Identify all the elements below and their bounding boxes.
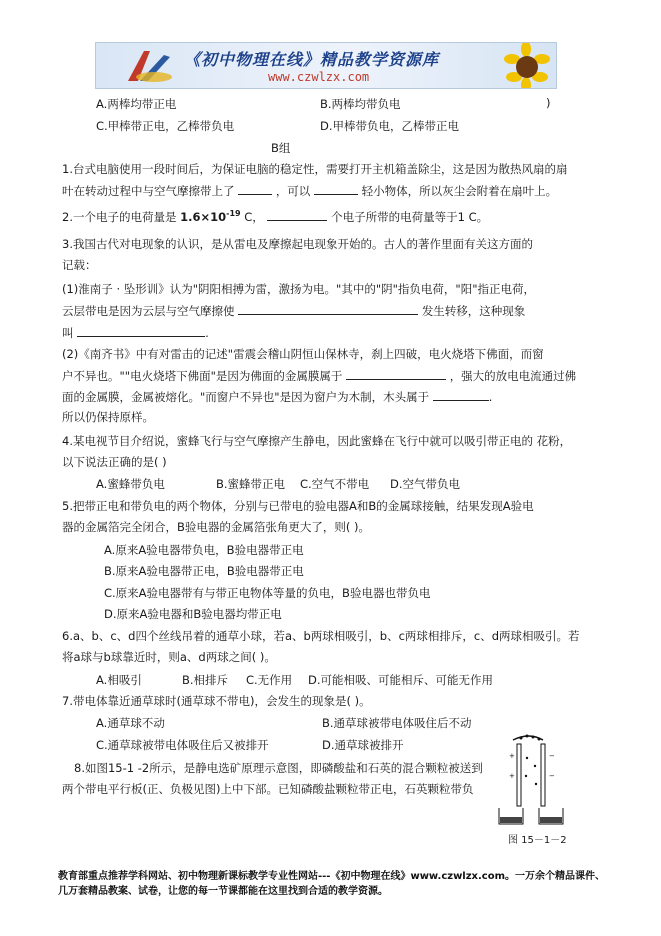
- answer-blank: [238, 182, 272, 195]
- q5-option-b: B.原来A验电器带正电，B验电器带正电: [104, 564, 304, 578]
- answer-blank: [433, 388, 489, 401]
- prev-paren: ): [546, 96, 551, 110]
- figure-caption: 图 15－1－2: [508, 835, 567, 846]
- q2-charge: 1.6×10: [180, 210, 227, 224]
- q3-p1-line1: (1)淮南子 · 坠形训》认为"阴阳相搏为雷，激扬为电。"其中的"阴"指负电荷，"阳"指正电荷，: [62, 282, 535, 296]
- q3-p1-text-c: 叫: [62, 326, 74, 340]
- q3-p2-text-b: ，强大的放电电流通过佛: [449, 369, 577, 383]
- q3-p2-text-a: 户不异也。""电火烧塔下佛面"是因为佛面的金属膜属于: [62, 369, 343, 383]
- q2-exponent: -19: [226, 209, 241, 219]
- q6-option-c: C.无作用: [246, 673, 293, 687]
- electrostatic-separator-diagram: [495, 728, 575, 828]
- q1-line1: 1.台式电脑使用一段时间后，为保证电脑的稳定性，需要打开主机箱盖除尘，这是因为散热风扇的扇: [62, 162, 568, 176]
- banner-title: 《初中物理在线》精品教学资源库: [184, 50, 440, 69]
- q3-p2-line2: [62, 367, 576, 384]
- q4-option-b: B.蜜蜂带正电: [216, 477, 286, 491]
- q2-text-a: 2.一个电子的电荷量是: [62, 210, 177, 224]
- answer-blank: [346, 367, 446, 380]
- prev-option-d: D.甲棒带负电，乙棒带正电: [320, 119, 460, 133]
- q5-line2: 器的金属箔完全闭合，B验电器的金属箔张角更大了，则( )。: [62, 520, 371, 534]
- q3-p1-text-a: 云层带电是因为云层与空气摩擦使: [62, 304, 235, 318]
- q1-line2: [62, 182, 557, 199]
- q3-p2-line4: 所以仍保持原样。: [62, 410, 154, 424]
- footer-line2: 几万套精品教案、试卷，让您的每一节课都能在这里找到合适的教学资源。: [58, 886, 388, 897]
- q3-line2: 记载：: [62, 258, 97, 272]
- sunflower-icon: [492, 43, 550, 88]
- q2-text-b: C，: [244, 210, 264, 224]
- q8-line1: 8.如图15-1 -2所示，是静电选矿原理示意图，即磷酸盐和石英的混合颗粒被送到: [74, 761, 483, 775]
- q1-text-c: 轻小物体，所以灰尘会附着在扇叶上。: [361, 184, 558, 198]
- q7-option-a: A.通草球不动: [96, 716, 165, 730]
- q1-text-a: 叶在转动过程中与空气摩擦带上了: [62, 184, 235, 198]
- q7-option-c: C.通草球被带电体吸住后又被排开: [96, 738, 269, 752]
- q7-line1: 7.带电体靠近通草球时(通草球不带电)，会发生的现象是( )。: [62, 694, 371, 708]
- q3-p1-line2: [62, 302, 525, 319]
- q8-line2: 两个带电平行板(正、负极见图)上中下部。已知磷酸盐颗粒带正电，石英颗粒带负: [62, 782, 474, 796]
- q5-option-a: A.原来A验电器带负电，B验电器带正电: [104, 543, 304, 557]
- q5-line1: 5.把带正电和带负电的两个物体，分别与已带电的验电器A和B的金属球接触，结果发现A验电: [62, 499, 534, 513]
- site-logo-icon: [124, 47, 176, 85]
- header-banner: [95, 42, 557, 89]
- q1-text-b: ，可以: [275, 184, 311, 198]
- q3-p1-line3: 叫 .: [62, 326, 209, 340]
- q3-line1: 3.我国古代对电现象的认识，是从雷电及摩擦起电现象开始的。古人的著作里面有关这方面的: [62, 237, 533, 251]
- q7-option-b: B.通草球被带电体吸住后不动: [322, 716, 472, 730]
- prev-option-b: B.两棒均带负电: [320, 97, 401, 111]
- q3-p2-line3: 面的金属膜，金属被熔化。"而窗户不异也"是因为窗户为木制，木头属于 .: [62, 390, 493, 404]
- q6-option-d: D.可能相吸、可能相斥、可能无作用: [308, 673, 494, 687]
- q6-option-a: A.相吸引: [96, 673, 142, 687]
- svg-text:−: −: [549, 752, 555, 760]
- q4-line1: 4.某电视节目介绍说，蜜蜂飞行与空气摩擦产生静电，因此蜜蜂在飞行中就可以吸引带正电的 花粉，: [62, 434, 572, 448]
- svg-text:+: +: [509, 752, 515, 760]
- q4-option-c: C.空气不带电: [300, 477, 370, 491]
- q3-p1-text-b: 发生转移，这种现象: [421, 304, 526, 318]
- q6-line2: 将a球与b球靠近时，则a、d两球之间( )。: [62, 650, 276, 664]
- svg-text:−: −: [549, 772, 555, 780]
- q5-option-d: D.原来A验电器和B验电器均带正电: [104, 607, 282, 621]
- section-heading: B组: [271, 141, 291, 155]
- q6-line1: 6.a、b、c、d四个丝线吊着的通草小球，若a、b两球相吸引，b、c两球相排斥，c、d两球相吸引。若: [62, 629, 580, 643]
- prev-option-a: A.两棒均带正电: [96, 97, 177, 111]
- prev-option-c: C.甲棒带正电，乙棒带负电: [96, 119, 235, 133]
- footer-line1: 教育部重点推荐学科网站、初中物理新课标教学专业性网站---《初中物理在线》www.czwlzx.com。一万余个精品课件、: [58, 871, 606, 882]
- banner-url: www.czwlzx.com: [268, 70, 370, 84]
- answer-blank: [77, 324, 205, 337]
- answer-blank: [267, 208, 327, 221]
- q7-option-d: D.通草球被排开: [322, 738, 404, 752]
- q4-option-a: A.蜜蜂带负电: [96, 477, 165, 491]
- q4-option-d: D.空气带负电: [390, 477, 461, 491]
- answer-blank: [238, 302, 418, 315]
- q4-line2: 以下说法正确的是( ): [62, 455, 167, 469]
- svg-text:+: +: [509, 772, 515, 780]
- q5-option-c: C.原来A验电器带有与带正电物体等量的负电，B验电器也带负电: [104, 586, 431, 600]
- q3-p2-line1: (2)《南齐书》中有对雷击的记述"雷震会稽山阴恒山保林寺，刹上四破，电火烧塔下佛面，而窗: [62, 347, 544, 361]
- q6-option-b: B.相排斥: [182, 673, 229, 687]
- q2-line: [62, 208, 488, 225]
- q2-text-c: 个电子所带的电荷量等于1 C。: [331, 210, 489, 224]
- answer-blank: [314, 182, 358, 195]
- q3-p2-text-c: 面的金属膜，金属被熔化。"而窗户不异也"是因为窗户为木制，木头属于: [62, 390, 430, 404]
